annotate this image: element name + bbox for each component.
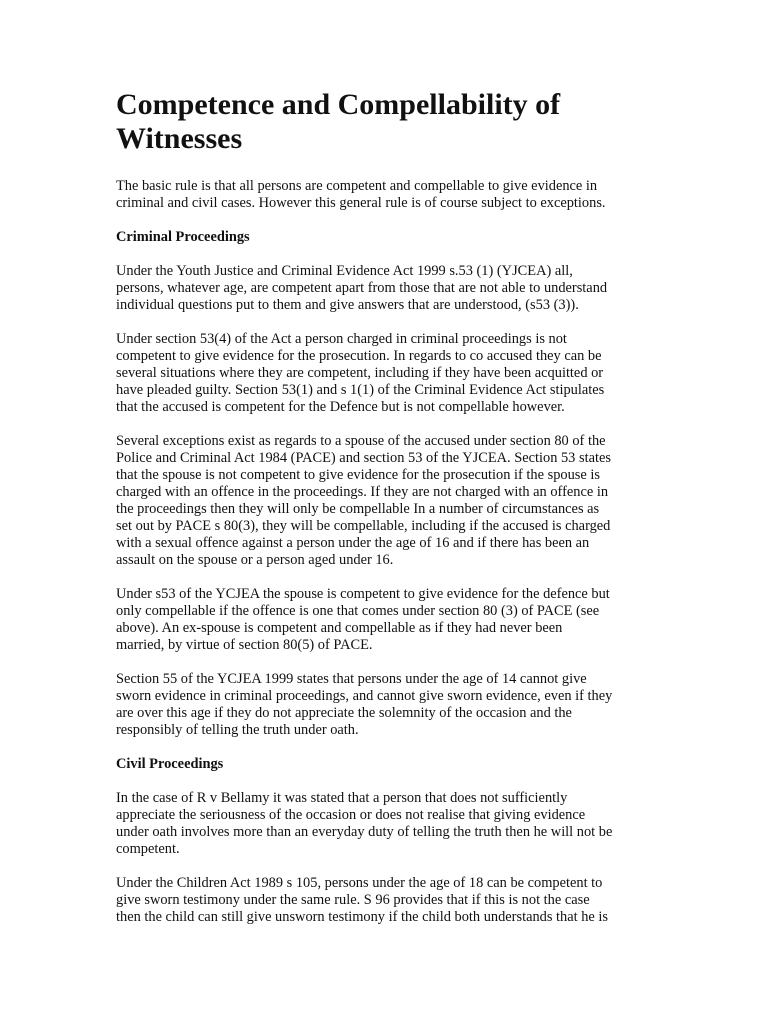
text-line: Under the Children Act 1989 s 105, persons under the age of 18 can be competent to: [116, 875, 603, 891]
text-line: Police and Criminal Act 1984 (PACE) and section 53 of the YJCEA. Section 53 states: [116, 450, 611, 466]
text-line: The basic rule is that all persons are competent and compellable to give evidence in: [116, 178, 598, 194]
text-line: criminal and civil cases. However this general rule is of course subject to exceptions.: [116, 195, 606, 211]
civil-paragraph-2: [116, 875, 656, 926]
text-line: Under the Youth Justice and Criminal Evidence Act 1999 s.53 (1) (YJCEA) all,: [116, 263, 573, 279]
title-line: Competence and Compellability of: [116, 88, 561, 121]
criminal-proceedings-heading: Criminal Proceedings: [116, 229, 250, 245]
intro-paragraph: [116, 178, 656, 212]
text-line: then the child can still give unsworn testimony if the child both understands that he is: [116, 909, 608, 925]
text-line: with a sexual offence against a person under the age of 16 and if there has been an: [116, 535, 590, 551]
text-line: Several exceptions exist as regards to a spouse of the accused under section 80 of the: [116, 433, 606, 449]
text-line: that the spouse is not competent to give evidence for the prosecution if the spouse is: [116, 467, 600, 483]
text-line: Under s53 of the YCJEA the spouse is competent to give evidence for the defence but: [116, 586, 610, 602]
text-line: Section 55 of the YCJEA 1999 states that persons under the age of 14 cannot give: [116, 671, 587, 687]
criminal-paragraph-4: [116, 586, 656, 654]
title-line: Witnesses: [116, 122, 243, 155]
criminal-paragraph-2: [116, 331, 656, 416]
text-line: individual questions put to them and give answers that are understood, (s53 (3)).: [116, 297, 579, 313]
text-line: the proceedings then they will only be compellable In a number of circumstances as: [116, 501, 600, 517]
text-line: In the case of R v Bellamy it was stated that a person that does not sufficiently: [116, 790, 568, 806]
text-line: give sworn testimony under the same rule. S 96 provides that if this is not the case: [116, 892, 590, 908]
text-line: sworn evidence in criminal proceedings, and cannot give sworn evidence, even if they: [116, 688, 613, 704]
document-page: [116, 88, 656, 943]
civil-proceedings-heading: Civil Proceedings: [116, 756, 224, 772]
document-title: [116, 88, 656, 156]
text-line: competent to give evidence for the prosecution. In regards to co accused they can be: [116, 348, 602, 364]
text-line: married, by virtue of section 80(5) of PACE.: [116, 637, 373, 653]
text-line: set out by PACE s 80(3), they will be compellable, including if the accused is charged: [116, 518, 611, 534]
text-line: appreciate the seriousness of the occasion or does not realise that giving evidence: [116, 807, 586, 823]
criminal-paragraph-5: [116, 671, 656, 739]
text-line: only compellable if the offence is one that comes under section 80 (3) of PACE (see: [116, 603, 600, 619]
text-line: are over this age if they do not appreciate the solemnity of the occasion and the: [116, 705, 572, 721]
text-line: several situations where they are competent, including if they have been acquitted or: [116, 365, 604, 381]
text-line: charged with an offence in the proceedings. If they are not charged with an offence in: [116, 484, 609, 500]
text-line: Under section 53(4) of the Act a person charged in criminal proceedings is not: [116, 331, 567, 347]
text-line: under oath involves more than an everyday duty of telling the truth then he will not be: [116, 824, 613, 840]
text-line: above). An ex-spouse is competent and compellable as if they had never been: [116, 620, 563, 636]
criminal-paragraph-3: [116, 433, 656, 569]
civil-paragraph-1: [116, 790, 656, 858]
text-line: that the accused is competent for the Defence but is not compellable however.: [116, 399, 565, 415]
text-line: persons, whatever age, are competent apart from those that are not able to understand: [116, 280, 608, 296]
text-line: have pleaded guilty. Section 53(1) and s 1(1) of the Criminal Evidence Act stipulates: [116, 382, 605, 398]
text-line: responsibly of telling the truth under oath.: [116, 722, 359, 738]
text-line: assault on the spouse or a person aged under 16.: [116, 552, 394, 568]
text-line: competent.: [116, 841, 180, 857]
criminal-paragraph-1: [116, 263, 656, 314]
